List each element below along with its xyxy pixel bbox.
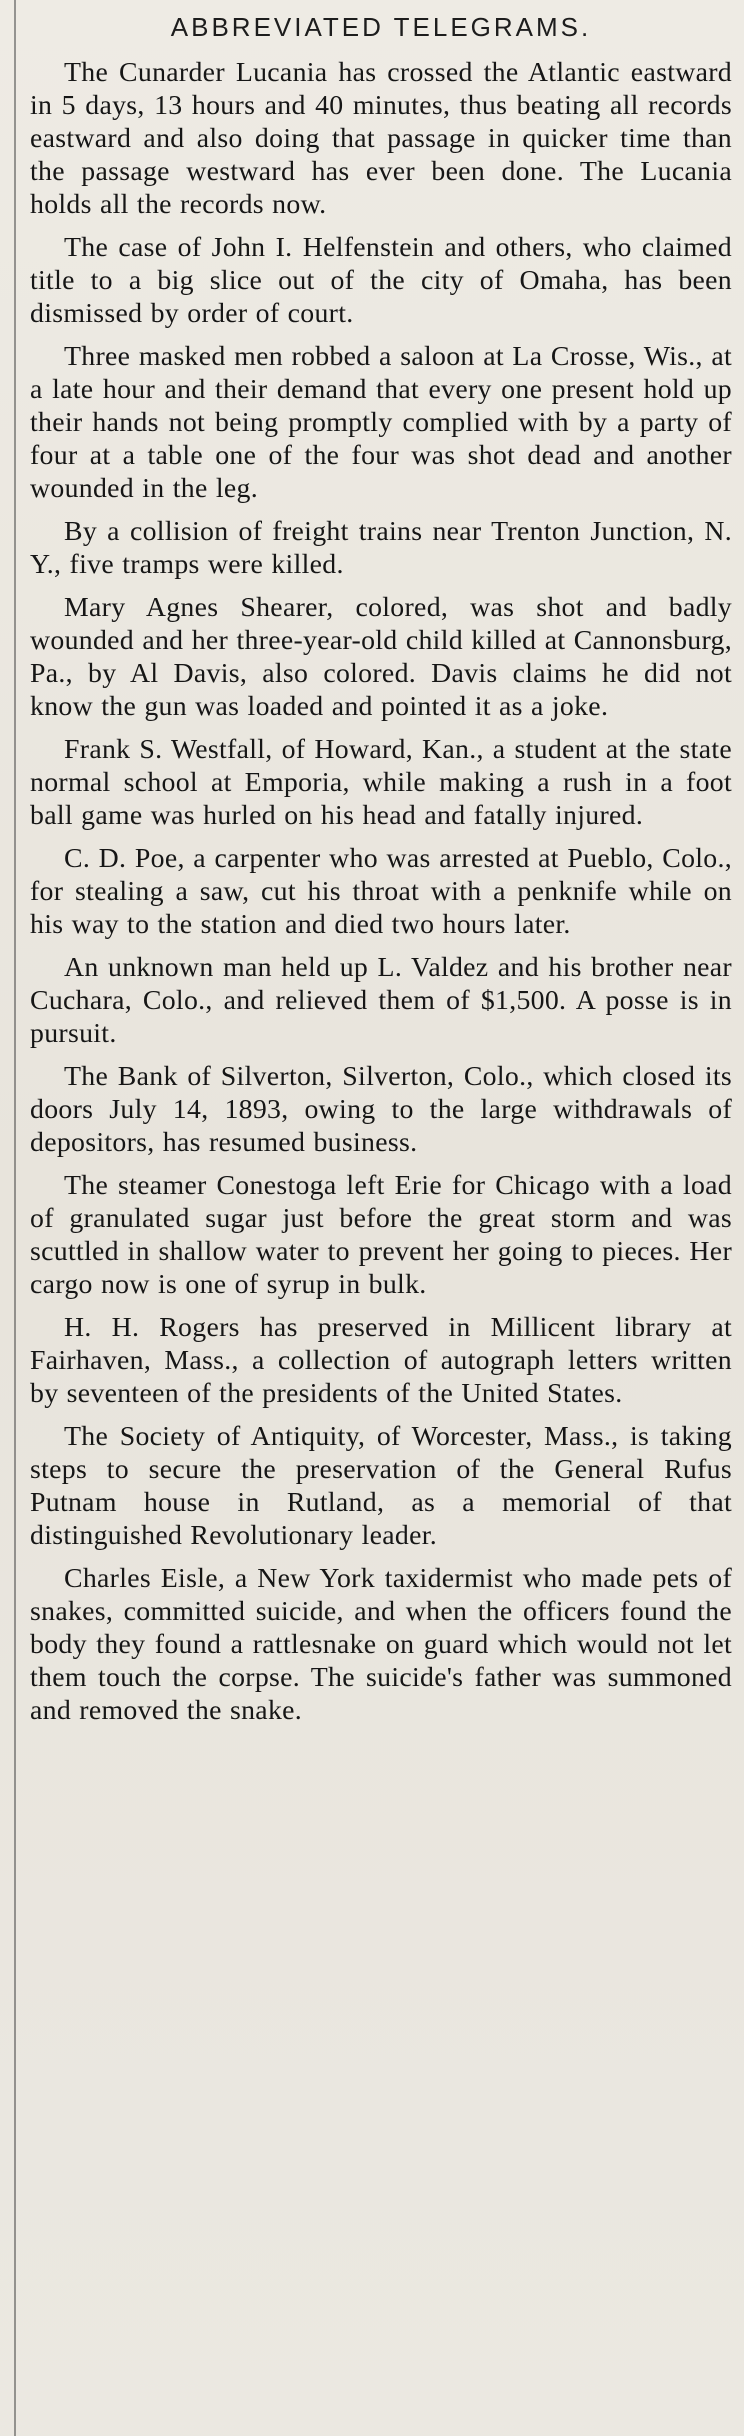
- news-item: Three masked men robbed a saloon at La Crosse, Wis., at a late hour and their demand that every one present hold up their hands not being promptly complied with by a party of four at a table one of the four was shot dead and another wounded in the leg.: [30, 341, 732, 504]
- news-item: The case of John I. Helfenstein and others, who claimed title to a big slice out of the city of Omaha, has been dismissed by order of court.: [30, 232, 732, 329]
- column-rule: [14, 0, 16, 2436]
- news-item: Mary Agnes Shearer, colored, was shot and badly wounded and her three-year-old child killed at Cannonsburg, Pa., by Al Davis, also colored. Davis claims he did not know the gun was loaded and pointed it as a joke.: [30, 592, 732, 722]
- news-item: The Society of Antiquity, of Worcester, Mass., is taking steps to secure the preservation of the General Rufus Putnam house in Rutland, as a memorial of that distinguished Revolutionary leader.: [30, 1421, 732, 1551]
- news-item: The Cunarder Lucania has crossed the Atlantic eastward in 5 days, 13 hours and 40 minutes, thus beating all records eastward and also doing that passage in quicker time than the passage westward has ever been done. The Lucania holds all the records now.: [30, 57, 732, 220]
- news-item: By a collision of freight trains near Trenton Junction, N. Y., five tramps were killed.: [30, 516, 732, 580]
- news-item: Charles Eisle, a New York taxidermist who made pets of snakes, committed suicide, and when the officers found the body they found a rattlesnake on guard which would not let them touch the corpse. The suicide's father was summoned and removed the snake.: [30, 1563, 732, 1726]
- article-column: [30, 0, 732, 1737]
- news-item: The steamer Conestoga left Erie for Chicago with a load of granulated sugar just before the great storm and was scuttled in shallow water to prevent her going to pieces. Her cargo now is one of syrup in bulk.: [30, 1170, 732, 1300]
- news-item: H. H. Rogers has preserved in Millicent library at Fairhaven, Mass., a collection of autograph letters written by seventeen of the presidents of the United States.: [30, 1312, 732, 1409]
- news-item: An unknown man held up L. Valdez and his brother near Cuchara, Colo., and relieved them of $1,500. A posse is in pursuit.: [30, 952, 732, 1049]
- news-item: Frank S. Westfall, of Howard, Kan., a student at the state normal school at Emporia, while making a rush in a foot ball game was hurled on his head and fatally injured.: [30, 734, 732, 831]
- headline: ABBREVIATED TELEGRAMS.: [170, 12, 592, 42]
- news-item: The Bank of Silverton, Silverton, Colo., which closed its doors July 14, 1893, owing to the large withdrawals of depositors, has resumed business.: [30, 1061, 732, 1158]
- news-item: C. D. Poe, a carpenter who was arrested at Pueblo, Colo., for stealing a saw, cut his throat with a penknife while on his way to the station and died two hours later.: [30, 843, 732, 940]
